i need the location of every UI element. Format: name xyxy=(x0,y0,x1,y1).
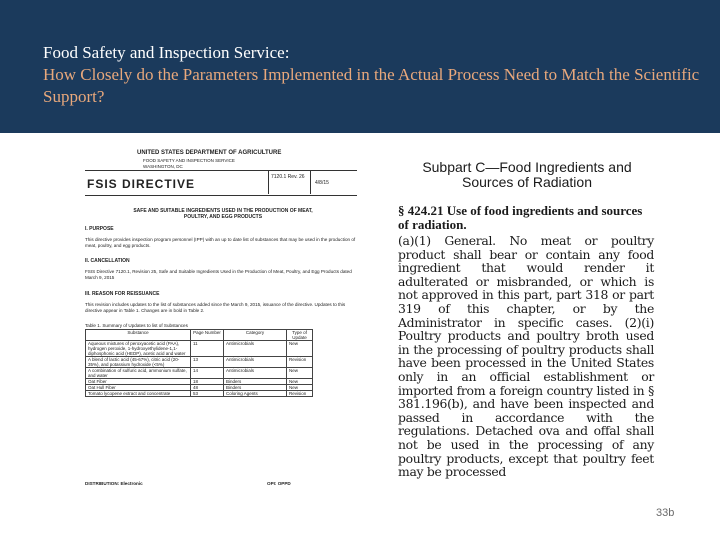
title-banner xyxy=(0,0,720,133)
purpose-text: This directive provides inspection program personnel (IPP) with an up to date list of substances that may be used in the production of meat, poultry, and egg products. xyxy=(85,237,356,248)
category-cell: Antimicrobials xyxy=(224,368,287,379)
reason-text: This revision includes updates to the list of substances added since the March 9, 2015, issuance of the directive. Updates to this directive appear in Table 1. Changes are in bold in Table 2. xyxy=(85,302,346,313)
directive-date: 4/8/15 xyxy=(315,180,329,186)
cancellation-text: FSIS Directive 7120.1, Revision 25, Safe and Suitable Ingredients Used in the Production of Meat, Poultry, and Egg Products dated March 9, 2015 xyxy=(85,269,352,280)
page-cell: 11 xyxy=(191,341,224,357)
update-cell: New xyxy=(287,341,313,357)
page-cell: 18 xyxy=(191,379,224,385)
table-row xyxy=(86,391,313,397)
title-line-2: How Closely do the Parameters Implemented in the Actual Process Need to Match the Scientific Support? xyxy=(43,65,700,106)
column-header: Page Number xyxy=(191,330,224,341)
page-cell: 53 xyxy=(191,391,224,397)
table-caption: Table 1. Summary of Updates to list of Substances xyxy=(85,323,188,328)
slide-title xyxy=(43,42,713,108)
divider xyxy=(310,170,311,194)
agency-name: UNITED STATES DEPARTMENT OF AGRICULTURE xyxy=(137,150,282,156)
substance-cell: Oat Fiber xyxy=(86,379,191,385)
purpose-heading: I. PURPOSE xyxy=(85,226,114,232)
page-cell: 48 xyxy=(191,385,224,391)
table-row xyxy=(86,368,313,379)
column-header: Substance xyxy=(86,330,191,341)
page-cell: 14 xyxy=(191,368,224,379)
cfr-section-title: § 424.21 Use of food ingredients and sources of radiation. xyxy=(398,203,643,232)
update-cell: New xyxy=(287,379,313,385)
category-cell: Antimicrobials xyxy=(224,341,287,357)
cfr-subpart-heading: Subpart C—Food Ingredients and Sources of Radiation xyxy=(422,159,632,190)
opi-text: OPI: OPPD xyxy=(267,481,291,486)
page-number: 33b xyxy=(656,507,675,519)
category-cell: Binders xyxy=(224,385,287,391)
directive-header-box xyxy=(85,170,357,196)
category-cell: Binders xyxy=(224,379,287,385)
title-line-1: Food Safety and Inspection Service: xyxy=(43,43,290,62)
update-cell: New xyxy=(287,385,313,391)
substances-table xyxy=(85,329,313,397)
page-cell: 13 xyxy=(191,357,224,368)
directive-subject: SAFE AND SUITABLE INGREDIENTS USED IN THE PRODUCTION OF MEAT, POULTRY, AND EGG PRODUCTS xyxy=(133,208,313,220)
category-cell: Coloring Agents xyxy=(224,391,287,397)
service-name: FOOD SAFETY AND INSPECTION SERVICE xyxy=(143,158,235,163)
substance-cell: Aqueous mixtures of peroxyacetic acid (PAA), hydrogen peroxide, 1-hydroxyethylidene-1,1-diphosphonic acid (HEDP), acetic acid and water xyxy=(86,341,191,357)
substance-cell: A combination of sulfuric acid, ammonium sulfate, and water xyxy=(86,368,191,379)
agency-city: WASHINGTON, DC xyxy=(143,164,183,169)
update-cell: New xyxy=(287,368,313,379)
substance-cell: Tomato lycopene extract and concentrate xyxy=(86,391,191,397)
update-cell: Revision xyxy=(287,357,313,368)
substance-cell: A blend of lactic acid (45-67%), citric acid (20-35%), and potassium hydroxide (<5%) xyxy=(86,357,191,368)
directive-number: 7120.1 Rev. 26 xyxy=(271,174,305,180)
substance-cell: Oat Hull Fiber xyxy=(86,385,191,391)
reason-heading: III. REASON FOR REISSUANCE xyxy=(85,291,160,297)
update-cell: Revision xyxy=(287,391,313,397)
cfr-excerpt-image xyxy=(396,159,658,480)
divider xyxy=(268,170,269,194)
fsis-directive-image xyxy=(85,148,360,492)
cancellation-heading: II. CANCELLATION xyxy=(85,258,130,264)
cfr-body-text: (a)(1) General. No meat or poultry product shall bear or contain any food ingredient that would render it adulterated or misbranded, or which is not approved in this part, part 318 or part 319 of this chapter, or by the Administrator in specific cases. (2)(i) Poultry products and poultry broth used in the processing of poultry products shall have been processed in the United States only in an official establishment or imported from a foreign country listed in § 381.196(b), and have been inspected and passed in accordance with the regulations. Detached ova and offal shall not be used in the processing of any poultry products, except that poultry feet may be processed xyxy=(398,233,654,480)
distribution-text: DISTRIBUTION: Electronic xyxy=(85,481,143,486)
distribution-line xyxy=(85,481,325,486)
table-row xyxy=(86,341,313,357)
column-header: Type of Update xyxy=(287,330,313,341)
table-header-row xyxy=(86,330,313,341)
column-header: Category xyxy=(224,330,287,341)
table-row xyxy=(86,357,313,368)
directive-title: FSIS DIRECTIVE xyxy=(87,177,196,191)
category-cell: Antimicrobials xyxy=(224,357,287,368)
